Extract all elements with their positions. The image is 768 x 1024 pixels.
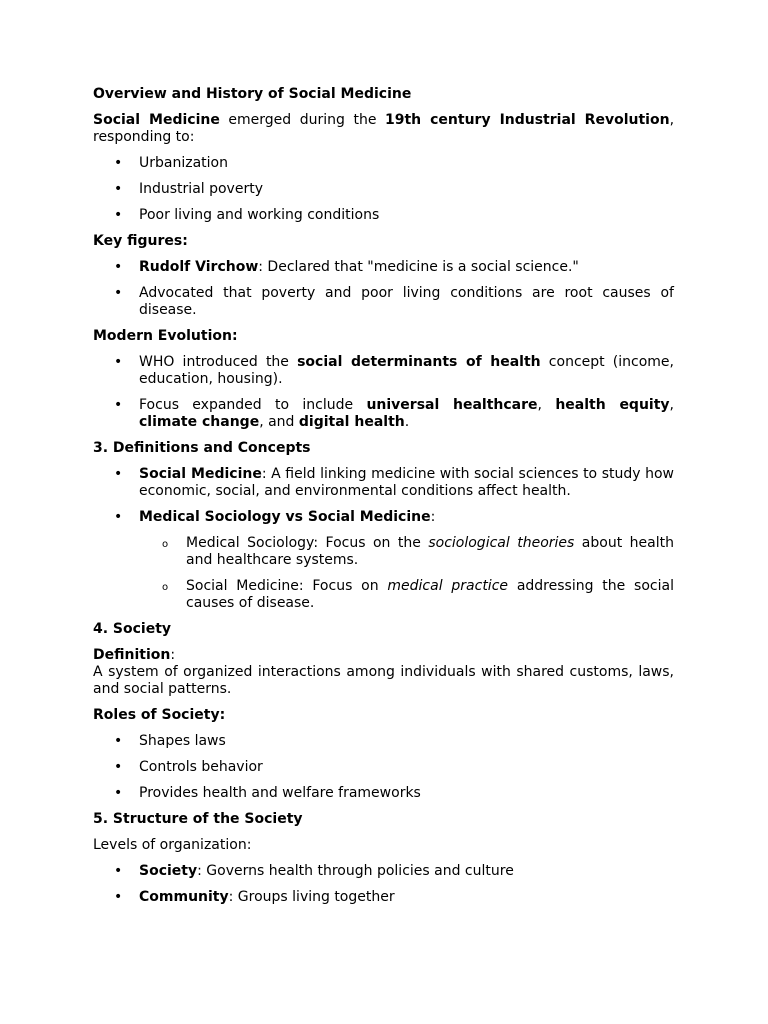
society-definition: Definition: A system of organized interactions among individuals with shared customs, laws, and social patterns. [93,647,674,697]
sublist-item-social-medicine: o Social Medicine: Focus on medical practice addressing the social causes of disease. [93,578,674,612]
term-social-medicine: Social Medicine [93,112,220,128]
modern-evolution-heading: Modern Evolution: [93,328,238,344]
section-heading-definitions: 3. Definitions and Concepts [93,440,311,456]
modern-evolution-list [93,354,674,431]
definitions-list [93,466,674,526]
list-item-social-medicine: • Social Medicine: A field linking medicine with social sciences to study how economic, social, and environmental conditions affect health. [93,466,674,500]
list-item: • Shapes laws [93,733,674,750]
list-item-advocated: • Advocated that poverty and poor living conditions are root causes of disease. [93,285,674,319]
list-item: • Urbanization [93,155,674,172]
roles-heading: Roles of Society: [93,707,226,723]
list-item-focus: • Focus expanded to include universal healthcare, health equity, climate change, and digital health. [93,397,674,431]
section-heading-overview: Overview and History of Social Medicine [93,86,412,102]
intro-paragraph: Social Medicine emerged during the 19th century Industrial Revolution, responding to: [93,112,675,145]
section-heading-society: 4. Society [93,621,172,637]
levels-list [93,863,674,906]
list-item: • Poor living and working conditions [93,207,674,224]
key-figures-heading: Key figures: [93,233,188,249]
list-item: • Provides health and welfare frameworks [93,785,674,802]
levels-text: Levels of organization: [93,837,252,853]
key-figures-list [93,259,674,319]
list-item-virchow: • Rudolf Virchow: Declared that "medicine is a social science." [93,259,674,276]
list-item-community: • Community: Groups living together [93,889,674,906]
list-item-medical-sociology: • Medical Sociology vs Social Medicine: [93,509,674,526]
causes-list [93,155,674,224]
list-item-society: • Society: Governs health through policies and culture [93,863,674,880]
list-item-who: • WHO introduced the social determinants of health concept (income, education, housing). [93,354,674,388]
comparison-sublist [93,535,674,612]
list-item: • Industrial poverty [93,181,674,198]
list-item: • Controls behavior [93,759,674,776]
term-industrial-revolution: 19th century Industrial Revolution [385,112,670,128]
section-heading-structure: 5. Structure of the Society [93,811,303,827]
sublist-item-medical-sociology: o Medical Sociology: Focus on the sociological theories about health and healthcare systems. [93,535,674,569]
roles-list [93,733,674,802]
document-body [93,86,674,915]
